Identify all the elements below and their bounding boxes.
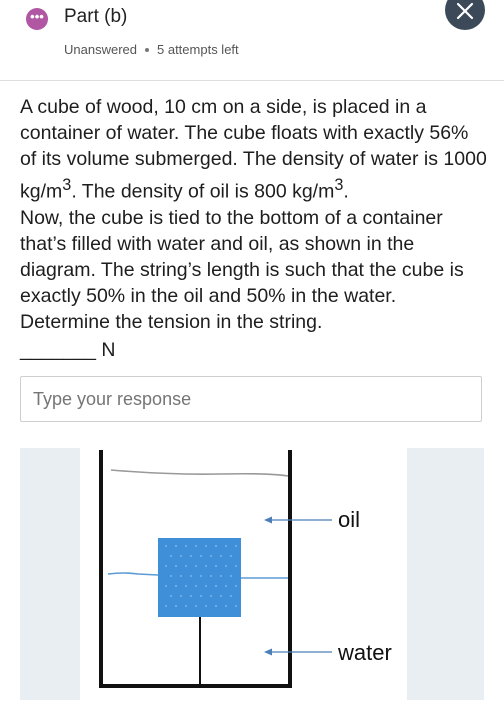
oil-label: oil bbox=[338, 507, 361, 532]
separator-dot bbox=[145, 48, 149, 52]
close-icon bbox=[456, 2, 474, 20]
water-arrow-head bbox=[264, 649, 272, 656]
more-icon[interactable]: ••• bbox=[26, 8, 48, 30]
part-title: Part (b) bbox=[64, 6, 128, 27]
wood-cube bbox=[158, 538, 241, 617]
status-line bbox=[64, 42, 239, 57]
question-text bbox=[20, 94, 490, 363]
question-paragraph-1: A cube of wood, 10 cm on a side, is placed in a container of water. The cube floats with exactly 56% of its volume submerged. The density of water is 1000 $kg/m^3$. The density of oil is 800 $kg/m^3$. bbox=[20, 96, 487, 203]
oil-surface bbox=[111, 470, 288, 476]
diagram-figure bbox=[20, 448, 484, 700]
response-input[interactable] bbox=[20, 376, 482, 422]
status-text: Unanswered bbox=[64, 42, 137, 57]
close-button[interactable] bbox=[445, 0, 485, 30]
attempts-text: 5 attempts left bbox=[157, 42, 239, 57]
oil-arrow-head bbox=[264, 517, 272, 524]
question-paragraph-2: Now, the cube is tied to the bottom of a container that’s filled with water and oil, as shown in the diagram. The string’s length is such that the cube is exactly 50% in the oil and 50% in the water. Determine the tension in the string. bbox=[20, 206, 464, 333]
diagram bbox=[20, 448, 484, 700]
water-label: water bbox=[338, 640, 392, 665]
header-divider bbox=[0, 80, 504, 81]
answer-blank: _______ N bbox=[20, 338, 116, 361]
diagram-panel-right bbox=[407, 448, 484, 700]
oil-water-interface-left bbox=[108, 573, 158, 575]
part-header bbox=[0, 0, 504, 80]
diagram-panel-left bbox=[20, 448, 80, 700]
